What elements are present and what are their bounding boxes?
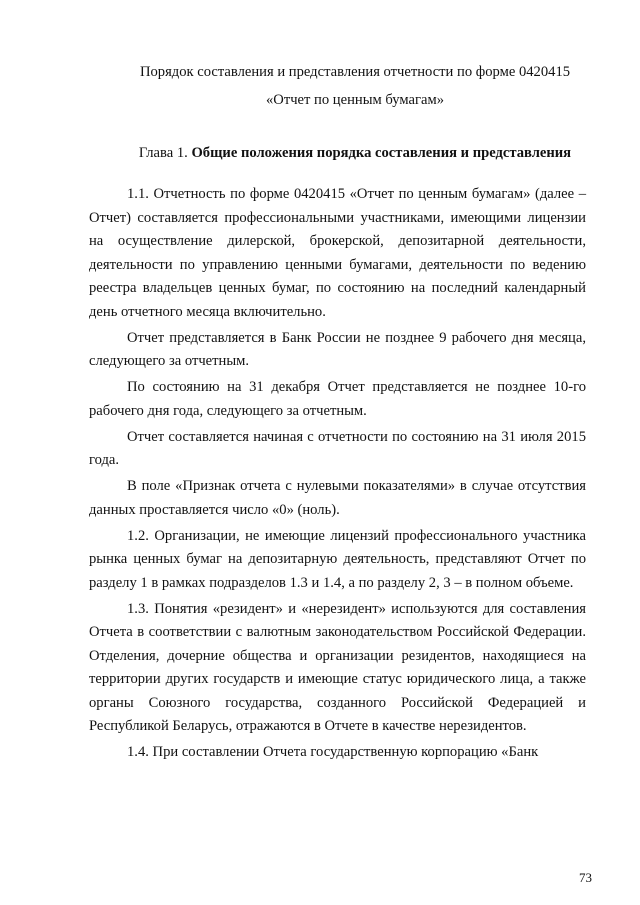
paragraph-december: По состоянию на 31 декабря Отчет представляется не позднее 10-го рабочего дня года, следующего за отчетным. bbox=[89, 379, 586, 419]
chapter-title: Общие положения порядка составления и представления bbox=[191, 145, 572, 161]
paragraph-1-1: 1.1. Отчетность по форме 0420415 «Отчет по ценным бумагам» (далее – Отчет) составляется профессиональными участниками, имеющими лицензии на осуществление дилерской, брокерской, депозитарной деятельности, деятельности по управлению ценными бумагами, деятельности по ведению реестра владельцев ценных бумаг, по состоянию на последний календарный день отчетного месяца включительно. bbox=[89, 186, 586, 320]
paragraph-1-4: 1.4. При составлении Отчета государственную корпорацию «Банк bbox=[127, 744, 539, 760]
document-title-line-2: «Отчет по ценным бумагам» bbox=[266, 92, 444, 108]
paragraph-1-2: 1.2. Организации, не имеющие лицензий профессионального участника рынка ценных бумаг на депозитарную деятельность, представляют Отчет по разделу 1 в рамках подразделов 1.3 и 1.4, а по разделу 2, 3 – в полном объеме. bbox=[89, 527, 586, 591]
document-title-line-1: Порядок составления и представления отчетности по форме 0420415 bbox=[139, 64, 571, 80]
page-number: 73 bbox=[579, 870, 592, 885]
paragraph-1-3: 1.3. Понятия «резидент» и «нерезидент» используются для составления Отчета в соответствии с валютным законодательством Российской Федерации. Отделения, дочерние общества и организации резидентов, находящиеся на территории других государств и имеющие статус юридического лица, а также органы Союзного государства, созданного Российской Федерацией и Республикой Беларусь, отражаются в Отчете в качестве нерезидентов. bbox=[89, 600, 586, 734]
paragraph-start-date: Отчет составляется начиная с отчетности по состоянию на 31 июля 2015 года. bbox=[89, 428, 586, 468]
body-text bbox=[89, 183, 586, 767]
chapter-prefix: Глава 1. bbox=[138, 145, 192, 161]
paragraph-zero-indicator: В поле «Признак отчета с нулевыми показателями» в случае отсутствия данных проставляется число «0» (ноль). bbox=[89, 478, 586, 518]
chapter-heading bbox=[90, 143, 620, 163]
paragraph-deadline: Отчет представляется в Банк России не позднее 9 рабочего дня месяца, следующего за отчетным. bbox=[89, 329, 586, 369]
